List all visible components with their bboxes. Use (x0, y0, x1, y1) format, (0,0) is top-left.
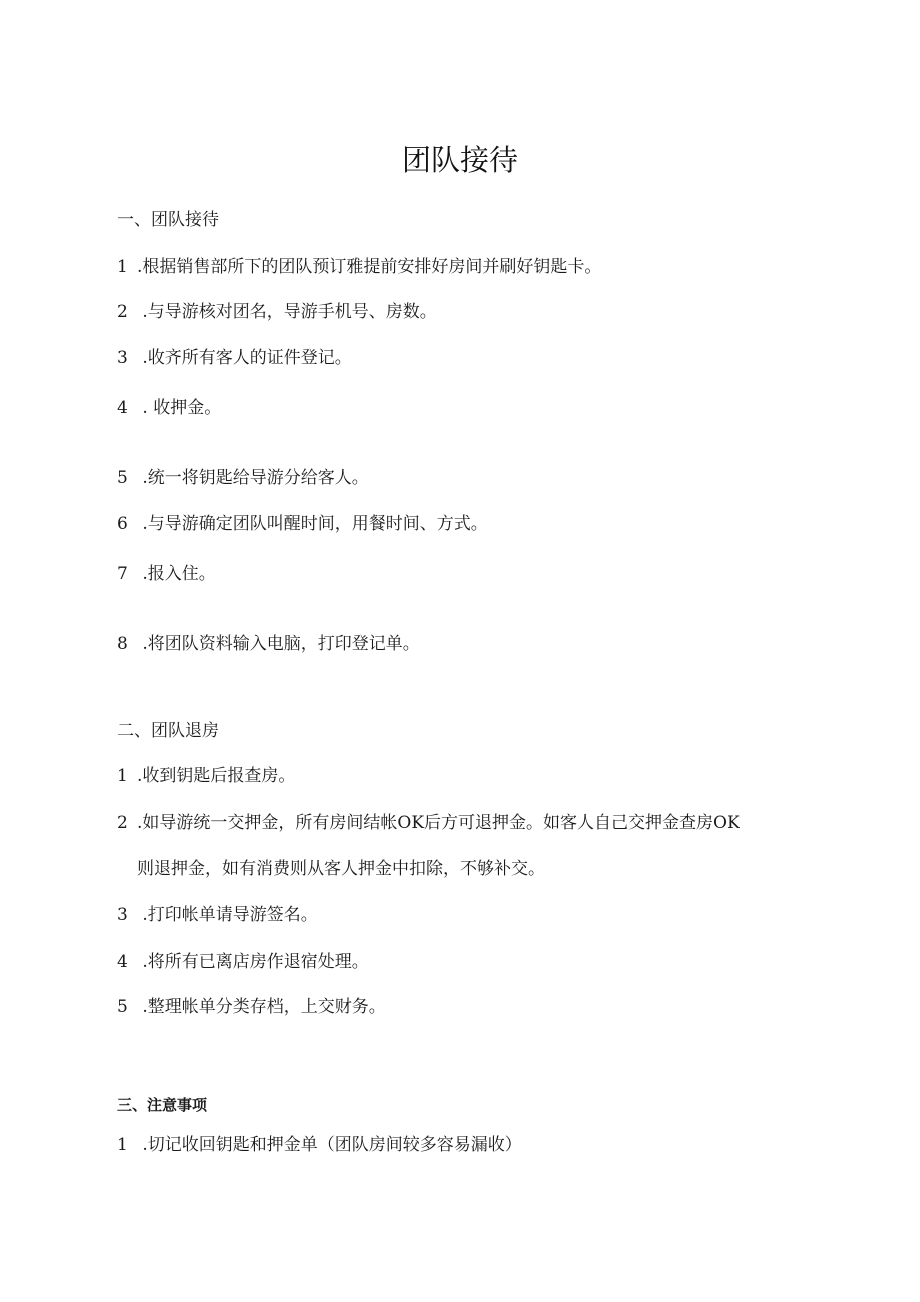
item-text: .统一将钥匙给导游分给客人。 (137, 468, 369, 488)
list-item-continuation: 则退押金，如有消费则从客人押金中扣除，不够补交。 (137, 859, 545, 879)
item-number: 1 (117, 257, 128, 277)
item-number: 6 (117, 514, 128, 534)
item-number: 8 (117, 634, 128, 654)
item-number: 1 (117, 766, 128, 786)
list-item (117, 811, 740, 835)
item-number: 2 (117, 813, 128, 833)
item-number: 3 (117, 348, 128, 368)
list-item (117, 632, 420, 656)
item-text: .整理帐单分类存档，上交财务。 (137, 997, 386, 1017)
item-text: .收齐所有客人的证件登记。 (137, 348, 352, 368)
item-text: .打印帐单请导游签名。 (137, 905, 318, 925)
list-item (117, 995, 386, 1019)
item-number: 5 (117, 468, 128, 488)
item-text: .如导游统一交押金，所有房间结帐OK后方可退押金。如客人自己交押金查房OK (137, 813, 740, 833)
list-item (117, 466, 369, 490)
item-text: .将团队资料输入电脑，打印登记单。 (137, 634, 420, 654)
list-item (117, 950, 369, 974)
page-title: 团队接待 (401, 143, 518, 177)
list-item (117, 562, 216, 586)
list-item (117, 346, 352, 370)
item-number: 4 (117, 952, 128, 972)
item-text: .与导游核对团名，导游手机号、房数。 (137, 302, 437, 322)
list-item (117, 903, 318, 927)
list-item (117, 512, 488, 536)
item-text: .切记收回钥匙和押金单（团队房间较多容易漏收） (137, 1135, 522, 1155)
list-item (117, 1133, 522, 1157)
list-item (117, 300, 437, 324)
item-number: 5 (117, 997, 128, 1017)
list-item (117, 255, 601, 279)
item-text: .收到钥匙后报查房。 (137, 766, 296, 786)
item-number: 2 (117, 302, 128, 322)
section-heading-checkout: 二、团队退房 (117, 721, 219, 741)
item-text: .将所有已离店房作退宿处理。 (137, 952, 369, 972)
section-heading-reception: 一、团队接待 (117, 210, 219, 230)
list-item (117, 396, 221, 420)
section-heading-notes: 三、注意事项 (117, 1096, 208, 1114)
item-number: 7 (117, 564, 128, 584)
item-text: .根据销售部所下的团队预订雅提前安排好房间并刷好钥匙卡。 (137, 257, 602, 277)
item-number: 4 (117, 398, 128, 418)
item-number: 1 (117, 1135, 128, 1155)
item-text: .与导游确定团队叫醒时间，用餐时间、方式。 (137, 514, 488, 534)
item-text: . 收押金。 (137, 398, 222, 418)
list-item (117, 764, 295, 788)
item-number: 3 (117, 905, 128, 925)
item-text: .报入住。 (137, 564, 216, 584)
